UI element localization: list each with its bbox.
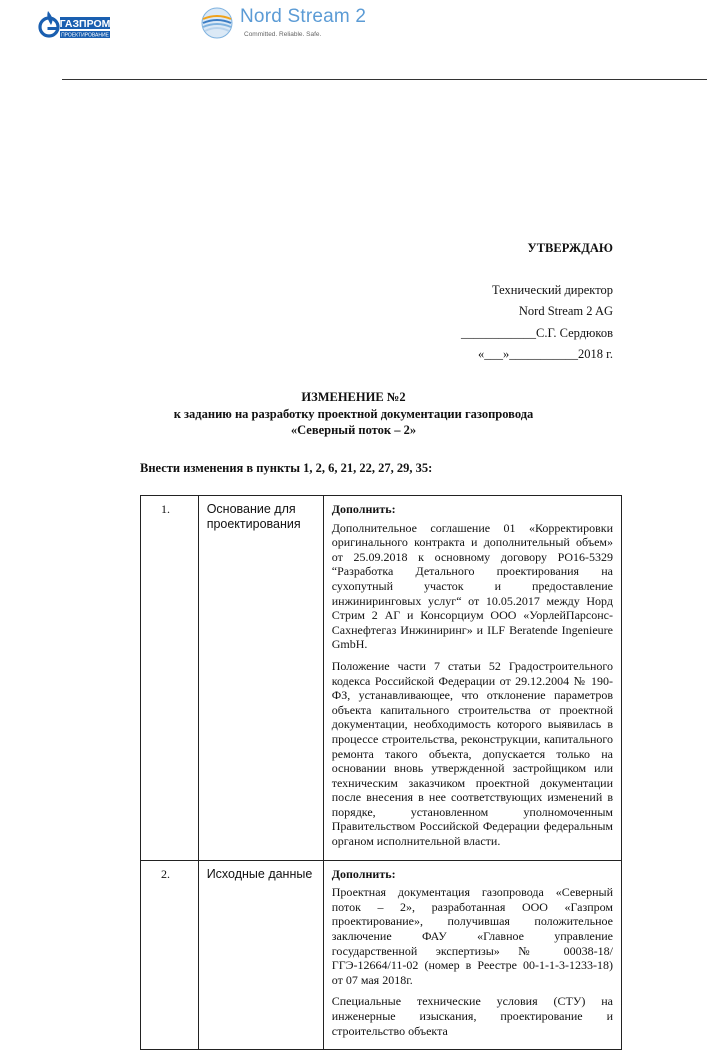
approval-signature: ____________С.Г. Сердюков [461, 325, 613, 340]
approval-heading: УТВЕРЖДАЮ [527, 241, 613, 255]
row-content [323, 860, 621, 1050]
approval-date: «___»___________2018 г. [478, 347, 613, 361]
changes-table [140, 495, 622, 1050]
gazprom-logo-text: ГАЗПРОМ [59, 18, 111, 30]
gazprom-logo [38, 8, 112, 42]
table-row [141, 496, 622, 861]
row-number: 1. [141, 496, 199, 861]
gazprom-logo-subtext: ПРОЕКТИРОВАНИЕ [61, 32, 109, 39]
table-row [141, 860, 622, 1050]
row-paragraph: Специальные технические условия (СТУ) на инженерные изыскания, проектирование и строительство объекта [331, 994, 613, 1038]
document-title [0, 389, 707, 439]
row-paragraph: Проектная документация газопровода «Северный поток – 2», разработанная ООО «Газпром проектирование», получившая положительное заключение ФАУ «Главное управление государственной экспертизы» № 00038-18/ГГЭ-12664/11-02 (номер в Реестре 00-1-1-3-1233-18) от 07 мая 2018г. [331, 885, 613, 987]
title-line-2: к заданию на разработку проектной документации газопровода [173, 406, 534, 421]
row-paragraph: Положение части 7 статьи 52 Градостроительного кодекса Российской Федерации от 29.12.2004 № 190-ФЗ, устанавливающее, что отклонение параметров объекта капитального строительства от проектной документации, необходимость которого выявилась в процессе строительства, реконструкции, капитального ремонта такого объекта, допускается только на основании вновь утвержденной застройщиком или техническим заказчиком проектной документации после внесения в нее соответствующих изменений в порядке, установленном уполномоченным Правительством Российской Федерации федеральным органом исполнительной власти. [331, 658, 613, 849]
approval-block [461, 238, 613, 366]
nord-stream-logo [200, 4, 367, 44]
row-section: Исходные данные [198, 860, 323, 1050]
approval-position: Технический директор [492, 282, 613, 297]
nord-stream-tagline: Committed. Reliable. Safe. [244, 31, 322, 38]
row-add-label: Дополнить: [331, 502, 396, 516]
instruction-text: Внести изменения в пункты 1, 2, 6, 21, 22, 27, 29, 35: [140, 461, 433, 475]
header-divider [62, 79, 707, 80]
row-paragraph: Дополнительное соглашение 01 «Корректировки оригинального контракта и дополнительный объем» от 25.09.2018 к основному договору PO16-5329 “Разработка Детального проектирования на сухопутный участок и предоставление инжиниринговых услуг“ от 10.05.2017 между Норд Стрим 2 АГ и Консорциум ООО «УорлейПарсонс-Сахнефтегаз Инжиниринг» и ILF Beratende Ingenieure GmbH. [331, 520, 613, 652]
page-header [0, 0, 707, 82]
nord-stream-name: Nord Stream 2 [240, 6, 367, 27]
row-add-label: Дополнить: [331, 866, 396, 881]
row-content [323, 496, 621, 861]
title-line-1: ИЗМЕНЕНИЕ №2 [301, 390, 406, 404]
row-number: 2. [141, 860, 199, 1050]
title-line-3: «Северный поток – 2» [290, 423, 417, 437]
globe-icon [200, 6, 234, 40]
approval-company: Nord Stream 2 AG [518, 304, 613, 318]
row-section: Основание для проектирования [198, 496, 323, 861]
